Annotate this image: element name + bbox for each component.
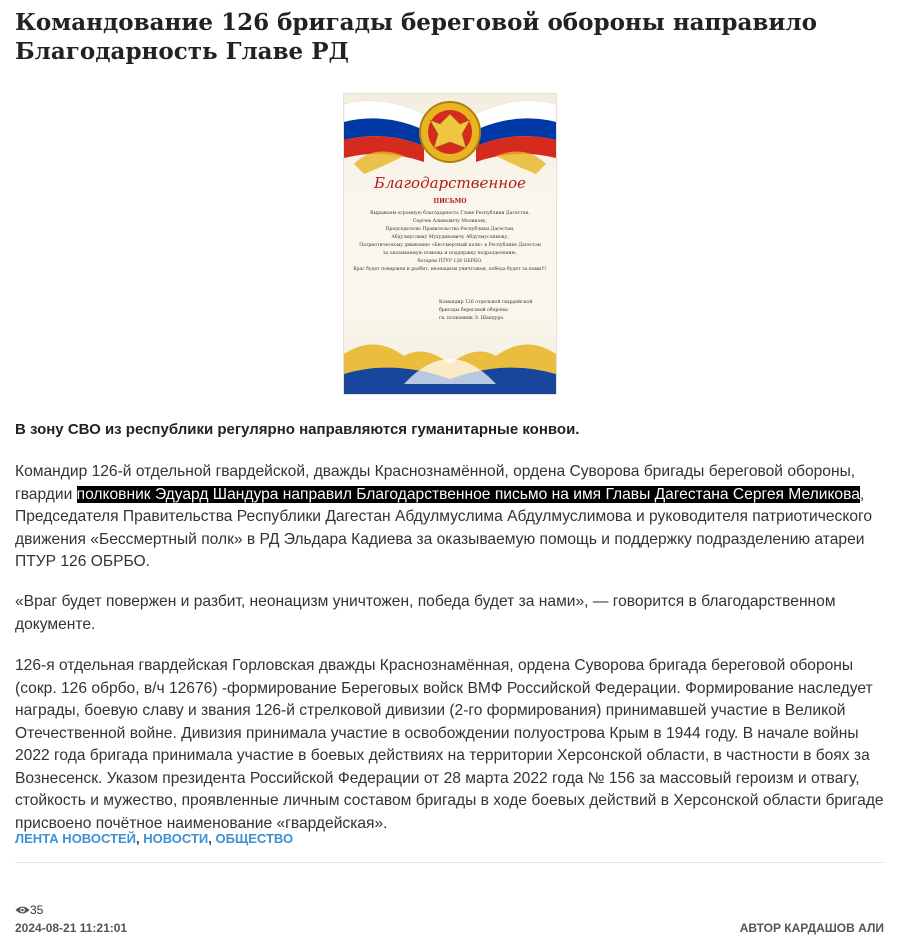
paragraph-text: Командир 126-й отдельной гвардейской, дважды Краснознамённой, ордена Суворова бригады береговой обороны, гвардии: [15, 463, 856, 503]
paragraph-text: , Председателя Правительства Республики Дагестан Абдулмуслима Абдулмуслимова и руководителя патриотического движения «Бессмертный полк» в РД Эльдара Кадиева за оказываемую помощь и поддержку подразделению атареи ПТУР 126 ОБРБО.: [15, 485, 873, 570]
letter-line: Сергею Алимовичу Меликову,: [412, 219, 488, 224]
letter-signature-line: Командир 126 отдельной гвардейской: [439, 300, 533, 305]
article-paragraph-1: [15, 461, 890, 574]
letter-signature-line: гв. полковник Э. Шандура: [439, 316, 504, 321]
divider: [15, 862, 884, 863]
tag-society[interactable]: ОБЩЕСТВО: [215, 831, 294, 846]
tag-separator: ,: [208, 831, 216, 846]
letter-line: за оказываемую помощь и поддержку подразделению,: [383, 251, 517, 256]
letter-line: Абдулмуслиму Мухудиновичу Абдулмуслимову,: [391, 235, 509, 240]
letter-subheading: ПИСЬМО: [433, 198, 467, 205]
view-count: [15, 903, 43, 917]
article-lead: В зону СВО из республики регулярно направляются гуманитарные конвои.: [15, 421, 580, 438]
letter-heading: Благодарственное: [373, 174, 527, 192]
view-count-value: 35: [30, 903, 44, 917]
letter-body: [344, 210, 556, 274]
tag-news[interactable]: НОВОСТИ: [143, 831, 209, 846]
letter-line: Патриотическому движению «Бессмертный полк» в Республике Дагестан: [359, 243, 541, 248]
letter-line: батареи ПТУР 126 ОБРБО.: [417, 259, 483, 264]
article-paragraph-3: 126-я отдельная гвардейская Горловская дважды Краснознамённая, ордена Суворова бригада береговой обороны (сокр. 126 обрбо, в/ч 12676) -формирование Береговых войск ВМФ Российской Федерации. Формирование наследует награды, боевую славу и звания 126-й стрелковой дивизии (2-го формирования) принимавшей участие в Великой Отечественной войне. Дивизия принимала участие в освобождении полуострова Крым в 1944 году. В начале войны 2022 года бригада принимала участие в боевых действиях на территории Херсонской области, в частности в боях за Вознесенск. Указом президента Российской Федерации от 28 марта 2022 года № 156 за массовый героизм и отвагу, стойкость и мужество, проявленные личным составом бригады в ходе боевых действий в Херсонской области бригаде присвоено почётное наименование «гвардейская».: [15, 657, 884, 832]
tag-news-feed[interactable]: ЛЕНТА НОВОСТЕЙ: [15, 831, 136, 846]
letter-line: Выражаем огромную благодарность Главе Республики Дагестан,: [370, 211, 530, 216]
author-name[interactable]: АВТОР КАРДАШОВ АЛИ: [739, 921, 884, 935]
publish-date: 2024-08-21 11:21:01: [15, 921, 128, 935]
letter-line: Враг будет повержен и разбит, неонацизм уничтожен, победа будет за нами!!!: [353, 267, 547, 272]
eye-icon: [15, 905, 30, 915]
gratitude-letter-image: [343, 93, 557, 395]
letter-signature-line: бригады береговой обороны: [439, 308, 508, 313]
article-paragraph-2: «Враг будет повержен и разбит, неонацизм уничтожен, победа будет за нами», — говорится в благодарственном документе.: [15, 593, 836, 633]
highlighted-text: полковник Эдуард Шандура направил Благодарственное письмо на имя Главы Дагестана Сергея Меликова: [76, 485, 860, 503]
letter-line: Председателю Правительства Республики Дагестан,: [385, 227, 515, 232]
letter-signature: [439, 299, 549, 323]
article-tags: [15, 831, 293, 846]
tag-separator: ,: [136, 831, 144, 846]
article-title: Командование 126 бригады береговой обороны направило Благодарность Главе РД: [15, 9, 817, 65]
